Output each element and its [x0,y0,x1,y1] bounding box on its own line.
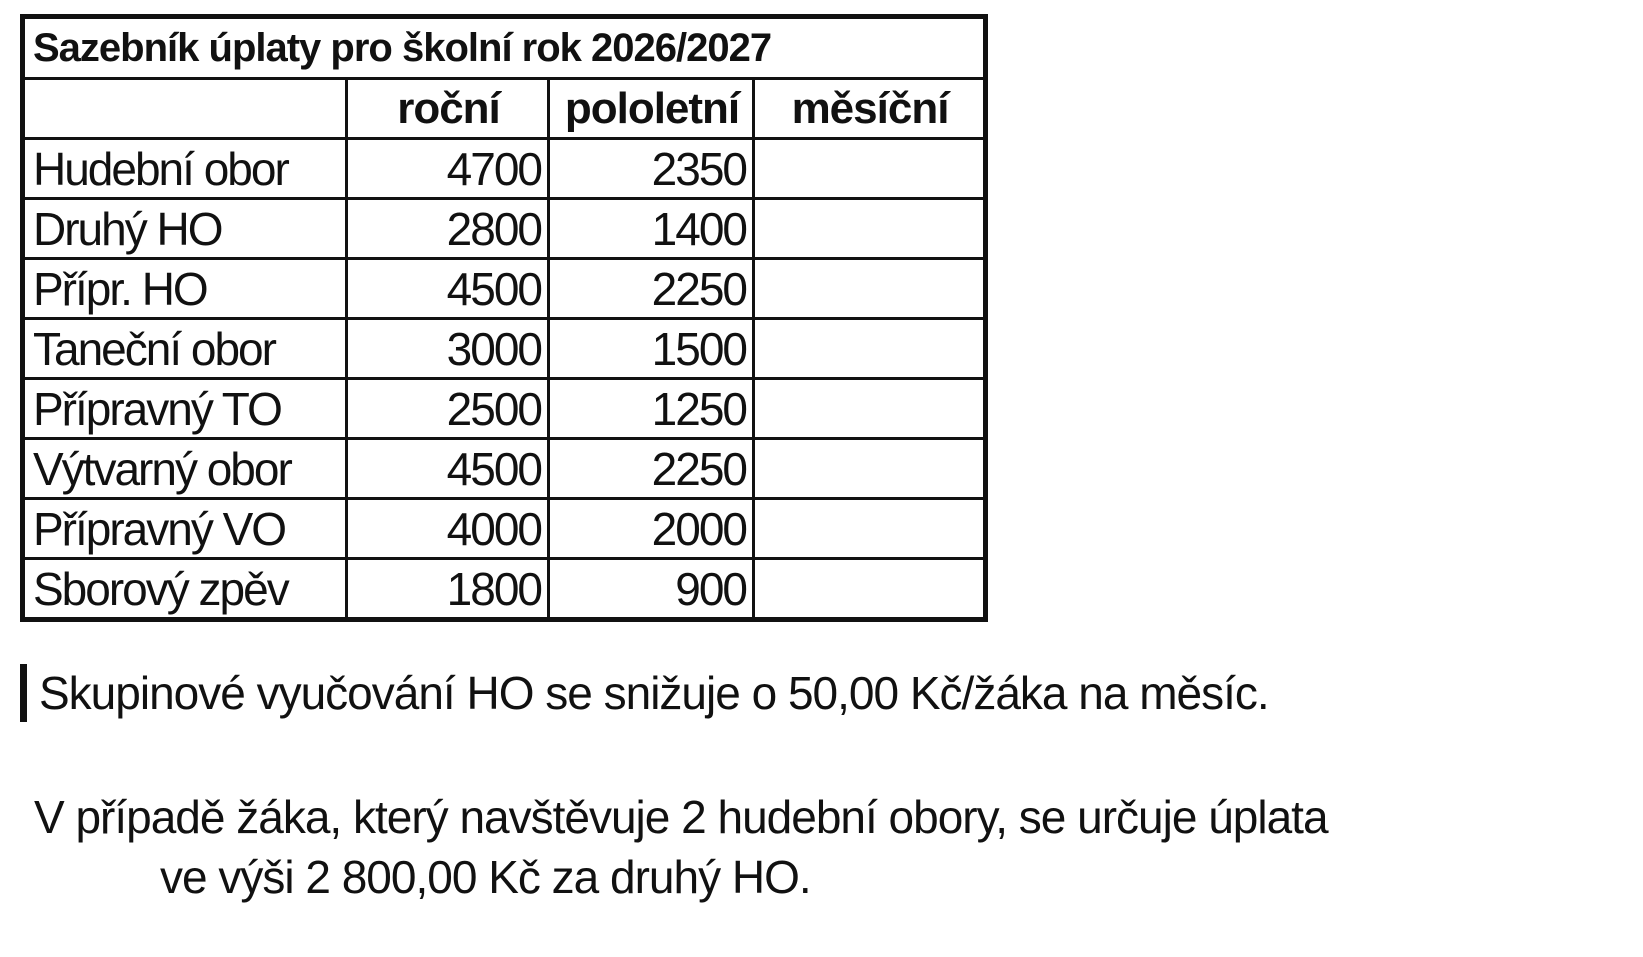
row-mesicni [754,199,986,259]
row-mesicni [754,319,986,379]
header-empty [23,79,347,139]
table-row [23,139,986,199]
row-name: Výtvarný obor [23,439,347,499]
row-name: Přípravný TO [23,379,347,439]
row-name: Taneční obor [23,319,347,379]
table-row [23,259,986,319]
row-mesicni [754,259,986,319]
row-name: Druhý HO [23,199,347,259]
row-rocni: 4000 [347,499,549,559]
row-rocni: 2800 [347,199,549,259]
group-discount-note: Skupinové vyučování HO se snižuje o 50,00 Kč/žáka na měsíc. [20,664,1269,722]
table-title: Sazebník úplaty pro školní rok 2026/2027 [23,17,986,79]
row-mesicni [754,379,986,439]
row-pololetni: 1400 [549,199,754,259]
row-name: Sborový zpěv [23,559,347,620]
header-mesicni: měsíční [754,79,986,139]
row-rocni: 4700 [347,139,549,199]
row-name: Přípravný VO [23,499,347,559]
table-title-row [23,17,986,79]
table-row [23,379,986,439]
row-name: Hudební obor [23,139,347,199]
row-pololetni: 2350 [549,139,754,199]
header-pololetni: pololetní [549,79,754,139]
table-row [23,559,986,620]
second-ho-note-line1: V případě žáka, který navštěvuje 2 hudební obory, se určuje úplata [34,791,1328,843]
row-pololetni: 1250 [549,379,754,439]
row-mesicni [754,139,986,199]
row-pololetni: 1500 [549,319,754,379]
row-pololetni: 2250 [549,439,754,499]
header-rocni: roční [347,79,549,139]
table-row [23,199,986,259]
second-ho-note-line2: ve výši 2 800,00 Kč za druhý HO. [160,851,811,903]
table-row [23,499,986,559]
table-row [23,319,986,379]
row-pololetni: 2250 [549,259,754,319]
table-header-row [23,79,986,139]
row-mesicni [754,559,986,620]
row-mesicni [754,499,986,559]
row-rocni: 3000 [347,319,549,379]
row-name: Přípr. HO [23,259,347,319]
fee-table [20,14,988,622]
row-pololetni: 2000 [549,499,754,559]
row-mesicni [754,439,986,499]
row-rocni: 4500 [347,259,549,319]
row-rocni: 2500 [347,379,549,439]
table-row [23,439,986,499]
row-pololetni: 900 [549,559,754,620]
row-rocni: 4500 [347,439,549,499]
row-rocni: 1800 [347,559,549,620]
